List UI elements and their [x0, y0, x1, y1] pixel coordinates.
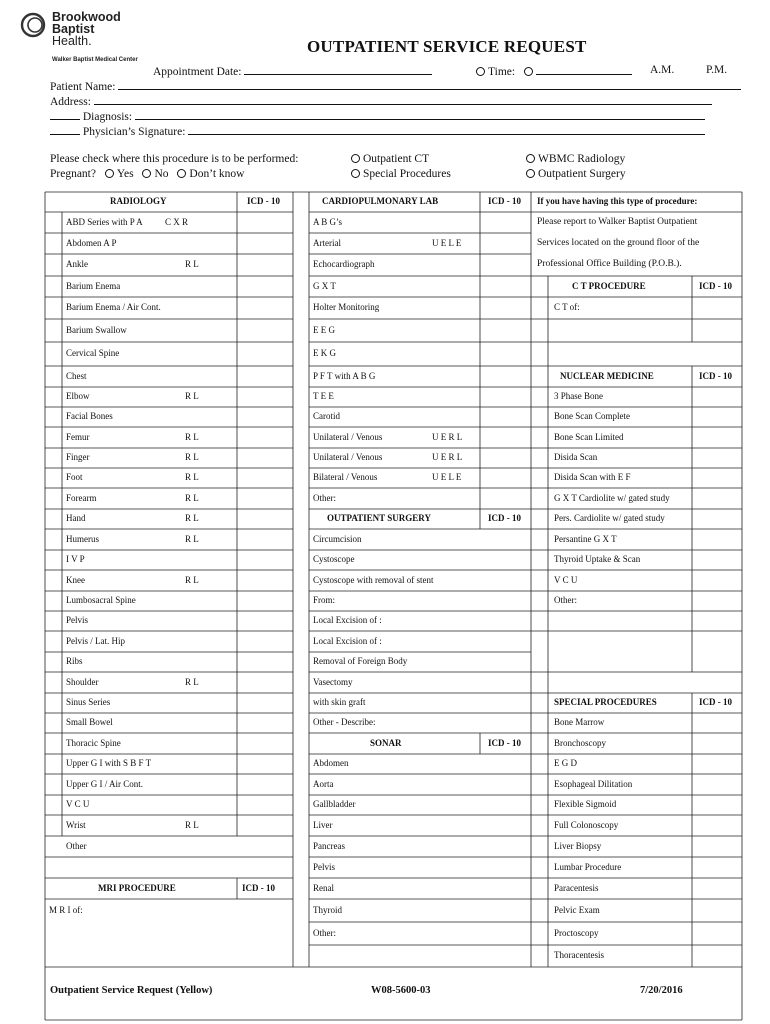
radiology-header: RADIOLOGY: [110, 196, 167, 206]
cardio-item[interactable]: Other:: [313, 492, 336, 503]
special-item[interactable]: Thoracentesis: [554, 950, 604, 960]
nuclear-item[interactable]: Other:: [554, 595, 577, 605]
cardio-item[interactable]: T E E: [313, 391, 334, 401]
radiology-item[interactable]: V C U: [66, 799, 90, 809]
special-item[interactable]: Liver Biopsy: [554, 840, 602, 851]
cardio-item-option[interactable]: U E R L: [432, 431, 463, 442]
nuclear-item[interactable]: Disida Scan: [554, 452, 598, 462]
cardio-item[interactable]: Unilateral / Venous: [313, 452, 383, 462]
radiology-item[interactable]: Barium Enema / Air Cont.: [66, 302, 161, 312]
radiology-item[interactable]: Ankle: [66, 259, 88, 269]
patient-name-label: Patient Name:: [50, 81, 116, 93]
cardio-item[interactable]: E K G: [313, 348, 336, 358]
special-item[interactable]: Proctoscopy: [554, 927, 599, 938]
sonar-header: SONAR: [370, 737, 402, 748]
sonar-item[interactable]: Pancreas: [313, 840, 345, 851]
sonar-item[interactable]: Gallbladder: [313, 799, 356, 809]
radiology-item-option[interactable]: R L: [185, 259, 199, 269]
org-subtitle: Walker Baptist Medical Center: [52, 57, 138, 63]
nuclear-item[interactable]: 3 Phase Bone: [554, 391, 603, 401]
sonar-item[interactable]: Other:: [313, 927, 336, 938]
radiology-item[interactable]: Shoulder: [66, 676, 99, 687]
special-item[interactable]: Bronchoscopy: [554, 737, 606, 748]
special-item[interactable]: Pelvic Exam: [554, 904, 600, 915]
ct-header: C T PROCEDURE: [572, 280, 646, 291]
radiology-item[interactable]: I V P: [66, 554, 85, 564]
radiology-item-option[interactable]: R L: [185, 574, 199, 585]
radiology-item[interactable]: Sinus Series: [66, 697, 111, 707]
radiology-item[interactable]: Other: [66, 840, 87, 851]
mri-of-field[interactable]: M R I of:: [49, 904, 83, 915]
nuclear-item[interactable]: V C U: [554, 574, 578, 585]
sonar-item[interactable]: Aorta: [313, 778, 334, 789]
nuclear-item[interactable]: Persantine G X T: [554, 533, 617, 544]
outpatient-ct-label: Outpatient CT: [363, 153, 430, 165]
radiology-item[interactable]: ABD Series with P A: [66, 216, 143, 227]
special-item[interactable]: Lumbar Procedure: [554, 861, 622, 872]
radiology-item-option[interactable]: R L: [185, 391, 199, 401]
sonar-item[interactable]: Liver: [313, 819, 333, 830]
nuclear-item[interactable]: G X T Cardiolite w/ gated study: [554, 492, 670, 503]
special-item[interactable]: E G D: [554, 758, 577, 768]
radiology-item[interactable]: Forearm: [66, 492, 97, 503]
info-header: If you have having this type of procedure:: [537, 196, 698, 206]
surgery-item[interactable]: Removal of Foreign Body: [313, 656, 408, 666]
radiology-item-option[interactable]: R L: [185, 533, 199, 544]
outpatient-surgery-header: OUTPATIENT SURGERY: [327, 513, 431, 523]
nuclear-medicine-header: NUCLEAR MEDICINE: [560, 370, 654, 381]
radiology-item[interactable]: Small Bowel: [66, 717, 113, 727]
outpatient-surgery-label: Outpatient Surgery: [538, 168, 626, 180]
special-procedures-header: SPECIAL PROCEDURES: [554, 697, 657, 707]
cardio-item[interactable]: P F T with A B G: [313, 370, 376, 381]
radiology-item[interactable]: Femur: [66, 431, 90, 442]
cardio-item[interactable]: Carotid: [313, 411, 340, 421]
radiology-item[interactable]: Ribs: [66, 656, 83, 666]
radiology-item[interactable]: Pelvis / Lat. Hip: [66, 635, 125, 646]
radiology-item[interactable]: Pelvis: [66, 615, 89, 625]
footer-form-date: 7/20/2016: [640, 985, 683, 996]
radiology-item[interactable]: Lumbosacral Spine: [66, 595, 136, 605]
cardio-item[interactable]: A B G’s: [313, 216, 343, 227]
sonar-item[interactable]: Pelvis: [313, 861, 336, 872]
radiology-item-option[interactable]: R L: [185, 452, 199, 462]
ct-icd-header: ICD - 10: [699, 280, 732, 291]
nuclear-item[interactable]: Disida Scan with E F: [554, 472, 631, 482]
surgery-item[interactable]: Cystoscope: [313, 554, 355, 564]
radiology-item[interactable]: Barium Swallow: [66, 324, 127, 335]
cardio-item-option[interactable]: U E L E: [432, 472, 462, 482]
radiology-item[interactable]: Wrist: [66, 819, 86, 830]
radiology-item[interactable]: Humerus: [66, 533, 99, 544]
footer-form-code: W08-5600-03: [371, 985, 431, 996]
check-where-text: Please check where this procedure is to be performed:: [50, 153, 299, 165]
radiology-item-option[interactable]: R L: [185, 676, 199, 687]
radiology-item-option[interactable]: C X R: [165, 216, 189, 227]
cardio-item[interactable]: Unilateral / Venous: [313, 431, 383, 442]
mri-header: MRI PROCEDURE: [98, 882, 176, 893]
sonar-icd-header: ICD - 10: [488, 737, 521, 748]
cardio-item[interactable]: Bilateral / Venous: [313, 472, 378, 482]
org-name-line1: Brookwood: [52, 10, 121, 24]
pregnant-yes-label: Yes: [116, 168, 134, 180]
sonar-item[interactable]: Abdomen: [313, 758, 349, 768]
surgery-item[interactable]: From:: [313, 595, 336, 605]
address-label: Address:: [50, 96, 91, 108]
special-item[interactable]: Paracentesis: [554, 882, 599, 893]
info-line: Professional Office Building (P.O.B.).: [537, 259, 682, 269]
pm-label: P.M.: [706, 64, 728, 76]
radiology-item-option[interactable]: R L: [185, 472, 199, 482]
radiology-item-option[interactable]: R L: [185, 513, 199, 523]
surgery-item[interactable]: Circumcision: [313, 533, 362, 544]
appointment-date-label: Appointment Date:: [153, 66, 242, 78]
radiology-icd-header: ICD - 10: [247, 196, 280, 206]
radiology-item[interactable]: Elbow: [66, 391, 90, 401]
special-item[interactable]: Full Colonoscopy: [554, 819, 619, 830]
form-title: OUTPATIENT SERVICE REQUEST: [307, 37, 587, 56]
radiology-item-option[interactable]: R L: [185, 492, 199, 503]
radiology-item[interactable]: Hand: [66, 513, 86, 523]
org-name-line3: Health.: [52, 34, 92, 48]
radiology-item[interactable]: Barium Enema: [66, 280, 121, 291]
radiology-item[interactable]: Chest: [66, 370, 87, 381]
org-name-line2: Baptist: [52, 22, 95, 36]
cardio-item[interactable]: E E G: [313, 324, 335, 335]
special-procedures-label: Special Procedures: [363, 168, 451, 180]
info-line: Services located on the ground floor of the: [537, 237, 700, 248]
surgery-item[interactable]: Local Excision of :: [313, 615, 382, 625]
cardiopulmonary-header: CARDIOPULMONARY LAB: [322, 196, 439, 206]
cardio-item[interactable]: Holter Monitoring: [313, 302, 380, 312]
surgery-item[interactable]: Local Excision of :: [313, 635, 382, 646]
footer-form-name: Outpatient Service Request (Yellow): [50, 985, 213, 996]
nuclear-icd-header: ICD - 10: [699, 370, 732, 381]
surgery-item[interactable]: with skin graft: [313, 697, 366, 707]
cardio-item[interactable]: G X T: [313, 280, 336, 291]
nuclear-item[interactable]: Bone Scan Limited: [554, 431, 624, 442]
pregnant-dont-know-label: Don’t know: [189, 168, 245, 180]
radiology-item[interactable]: Foot: [66, 472, 83, 482]
special-item[interactable]: Flexible Sigmoid: [554, 799, 617, 809]
nuclear-item[interactable]: Pers. Cardiolite w/ gated study: [554, 513, 665, 523]
pregnant-no-label: No: [154, 168, 169, 180]
radiology-item[interactable]: Facial Bones: [66, 411, 113, 421]
radiology-item-option[interactable]: R L: [185, 431, 199, 442]
wbmc-radiology-label: WBMC Radiology: [538, 153, 626, 165]
surgery-item[interactable]: Other - Describe:: [313, 717, 376, 727]
mri-icd-header: ICD - 10: [242, 882, 275, 893]
nuclear-item[interactable]: Thyroid Uptake & Scan: [554, 554, 641, 564]
radiology-item[interactable]: Upper G I / Air Cont.: [66, 778, 143, 789]
info-line: Please report to Walker Baptist Outpatient: [537, 216, 698, 227]
sonar-item[interactable]: Renal: [313, 882, 334, 893]
radiology-item-option[interactable]: R L: [185, 819, 199, 830]
radiology-item[interactable]: Finger: [66, 452, 90, 462]
cardio-icd-header: ICD - 10: [488, 196, 521, 206]
radiology-item[interactable]: Knee: [66, 574, 85, 585]
cardio-item-option[interactable]: U E R L: [432, 452, 463, 462]
cardio-item-option[interactable]: U E L E: [432, 237, 462, 248]
special-item[interactable]: Bone Marrow: [554, 717, 605, 727]
time-label: Time:: [488, 66, 516, 78]
sonar-item[interactable]: Thyroid: [313, 904, 342, 915]
surgery-icd-header: ICD - 10: [488, 513, 521, 523]
radiology-item[interactable]: Upper G I with S B F T: [66, 758, 152, 768]
cardio-item[interactable]: Arterial: [313, 237, 341, 248]
ct-of-field[interactable]: C T of:: [554, 302, 580, 312]
pregnant-label: Pregnant?: [50, 168, 96, 180]
surgery-item[interactable]: Vasectomy: [313, 676, 353, 687]
surgery-item[interactable]: Cystoscope with removal of stent: [313, 574, 434, 585]
nuclear-item[interactable]: Bone Scan Complete: [554, 411, 630, 421]
radiology-item[interactable]: Cervical Spine: [66, 348, 120, 358]
radiology-item[interactable]: Abdomen A P: [66, 237, 117, 248]
am-label: A.M.: [650, 64, 675, 76]
cardio-item[interactable]: Echocardiograph: [313, 259, 375, 269]
special-item[interactable]: Esophageal Dilitation: [554, 778, 633, 789]
special-icd-header: ICD - 10: [699, 697, 732, 707]
diagnosis-label: Diagnosis:: [82, 111, 133, 123]
physician-signature-label: Physician’s Signature:: [82, 126, 186, 138]
radiology-item[interactable]: Thoracic Spine: [66, 737, 121, 748]
